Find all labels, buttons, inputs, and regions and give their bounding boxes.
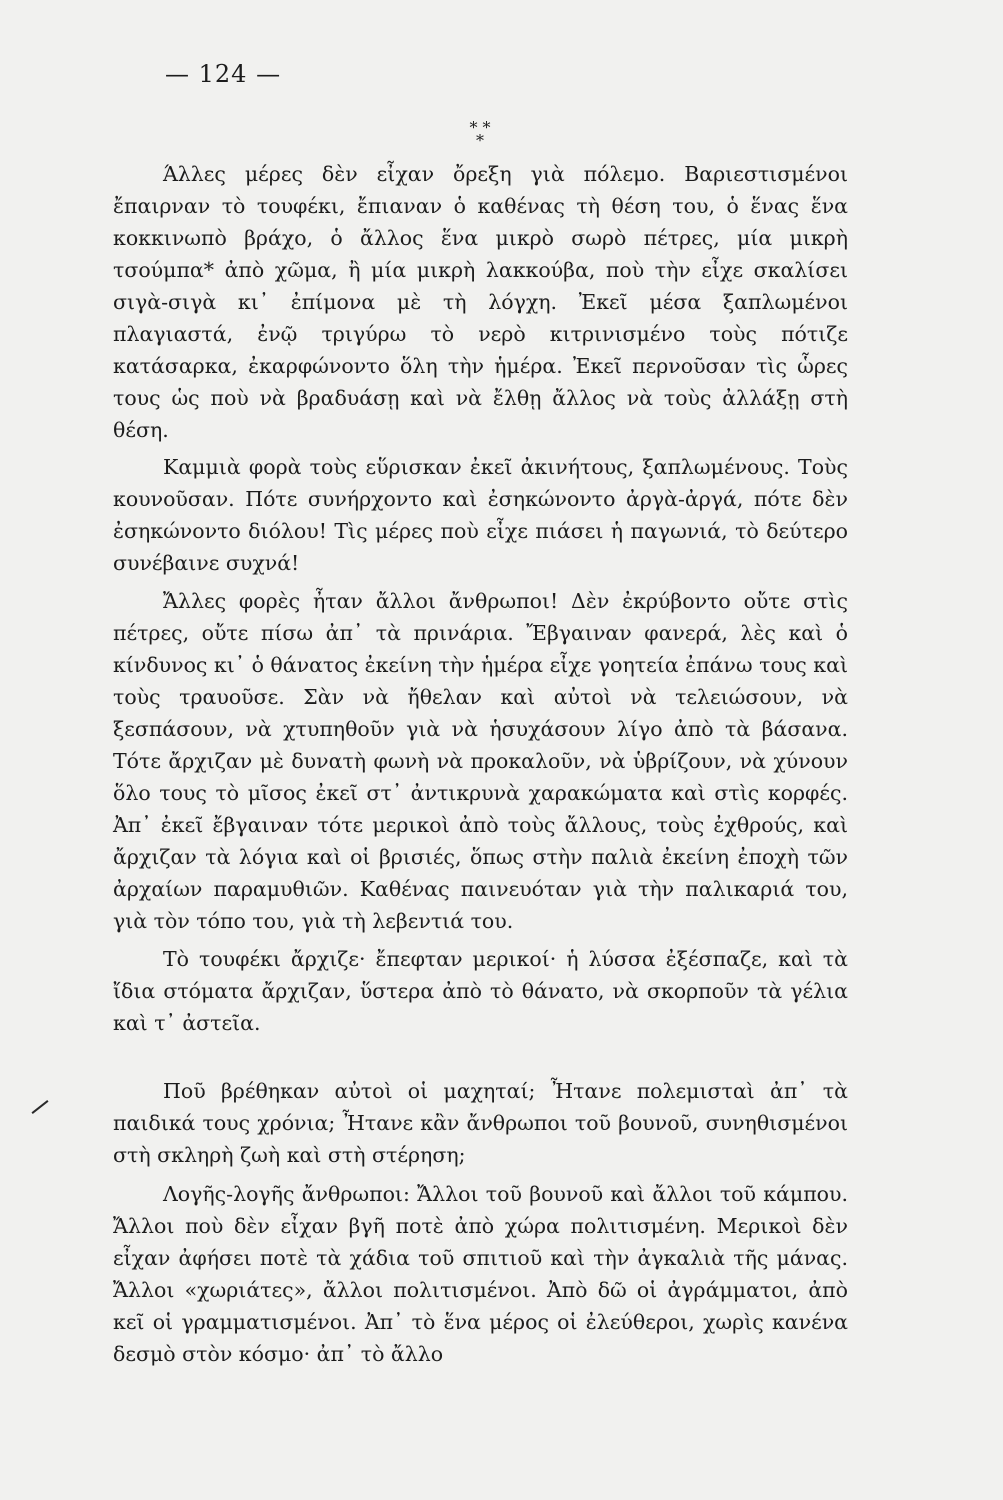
paragraph-2: Καμμιὰ φορὰ τοὺς εὕρισκαν ἐκεῖ ἀκινήτους, ξαπλωμένους. Τοὺς κουνοῦσαν. Πότε συνήρχοντο καὶ ἐσηκώνοντο ἀργὰ-ἀργά, πότε δὲν ἐσηκώνοντο διόλου! Τὶς μέρες ποὺ εἶχε πιάσει ἡ παγωνιά, τὸ δεύτερο συνέβαινε συχνά!: [113, 455, 848, 575]
paragraph-6: Λογῆς-λογῆς ἄνθρωποι: Ἄλλοι τοῦ βουνοῦ καὶ ἄλλοι τοῦ κάμπου. Ἄλλοι ποὺ δὲν εἶχαν βγῆ ποτὲ ἀπὸ χώρα πολιτισμένη. Μερικοὶ δὲν εἶχαν ἀφήσει ποτὲ τὰ χάδια τοῦ σπιτιοῦ καὶ τὴν ἀγκαλιὰ τῆς μάνας. Ἄλλοι «χωριάτες», ἄλλοι πολιτισμένοι. Ἀπὸ δῶ οἱ ἀγράμματοι, ἀπὸ κεῖ οἱ γραμματισμένοι. Ἀπ᾽ τὸ ἕνα μέρος οἱ ἐλεύθεροι, χωρὶς κανένα δεσμὸ στὸν κόσμο· ἀπ᾽ τὸ ἄλλο: [113, 1182, 848, 1366]
pencil-margin-mark: [32, 1100, 49, 1114]
paragraph-1: Άλλες μέρες δὲν εἶχαν ὄρεξη γιὰ πόλεμο. Βαριεστισμένοι ἔπαιρναν τὸ τουφέκι, ἔπιαναν ὁ καθένας τὴ θέση του, ὁ ἕνας ἕνα κοκκινωπὸ βράχο, ὁ ἄλλος ἕνα μικρὸ σωρὸ πέτρες, μία μικρὴ τσούμπα* ἀπὸ χῶμα, ἢ μία μικρὴ λακκούβα, ποὺ τὴν εἶχε σκαλίσει σιγὰ-σιγὰ κι᾽ ἐπίμονα μὲ τὴ λόγχη. Ἐκεῖ μέσα ξαπλωμένοι πλαγιαστά, ἐνῷ τριγύρω τὸ νερὸ κιτρινισμένο τοὺς πότιζε κατάσαρκα, ἐκαρφώνοντο ὅλη τὴν ἡμέρα. Ἐκεῖ περνοῦσαν τὶς ὧρες τους ὡς ποὺ νὰ βραδυάσῃ καὶ νὰ ἔλθῃ ἄλλος νὰ τοὺς ἀλλάξῃ στὴ θέση.: [113, 162, 848, 442]
page-number: — 124 —: [165, 60, 282, 88]
paragraph-4: Τὸ τουφέκι ἄρχιζε· ἔπεφταν μερικοί· ἡ λύσσα ἐξέσπαζε, καὶ τὰ ἴδια στόματα ἄρχιζαν, ὕστερα ἀπὸ τὸ θάνατο, νὰ σκορποῦν τὰ γέλια καὶ τ᾽ ἀστεῖα.: [113, 947, 848, 1035]
section-separator: * * *: [469, 118, 491, 150]
paragraph-5: Ποῦ βρέθηκαν αὐτοὶ οἱ μαχηταί; Ἦτανε πολεμισταὶ ἀπ᾽ τὰ παιδικά τους χρόνια; Ἦτανε κἂν ἄνθρωποι τοῦ βουνοῦ, συνηθισμένοι στὴ σκληρὴ ζωὴ καὶ στὴ στέρηση;: [113, 1079, 848, 1167]
paragraph-3: Ἄλλες φορὲς ἦταν ἄλλοι ἄνθρωποι! Δὲν ἐκρύβοντο οὔτε στὶς πέτρες, οὔτε πίσω ἀπ᾽ τὰ πρινάρια. Ἔβγαιναν φανερά, λὲς καὶ ὁ κίνδυνος κι᾽ ὁ θάνατος ἐκείνη τὴν ἡμέρα εἶχε γοητεία ἐπάνω τους καὶ τοὺς τραυοῦσε. Σὰν νὰ ἤθελαν καὶ αὐτοὶ νὰ τελειώσουν, νὰ ξεσπάσουν, νὰ χτυπηθοῦν γιὰ νὰ ἡσυχάσουν λίγο ἀπὸ τὰ βάσανα. Τότε ἄρχιζαν μὲ δυνατὴ φωνὴ νὰ προκαλοῦν, νὰ ὑβρίζουν, νὰ χύνουν ὅλο τους τὸ μῖσος ἐκεῖ στ᾽ ἀντικρυνὰ χαρακώματα καὶ στὶς κορφές. Ἀπ᾽ ἐκεῖ ἔβγαιναν τότε μερικοὶ ἀπὸ τοὺς ἄλλους, τοὺς ἐχθρούς, καὶ ἄρχιζαν τὰ λόγια καὶ οἱ βρισιές, ὅπως στὴν παλιὰ ἐκείνη ἐποχὴ τῶν ἀρχαίων παραμυθιῶν. Καθένας παινευόταν γιὰ τὴν παλικαριά του, γιὰ τὸν τόπο του, γιὰ τὴ λεβεντιά του.: [113, 589, 848, 933]
